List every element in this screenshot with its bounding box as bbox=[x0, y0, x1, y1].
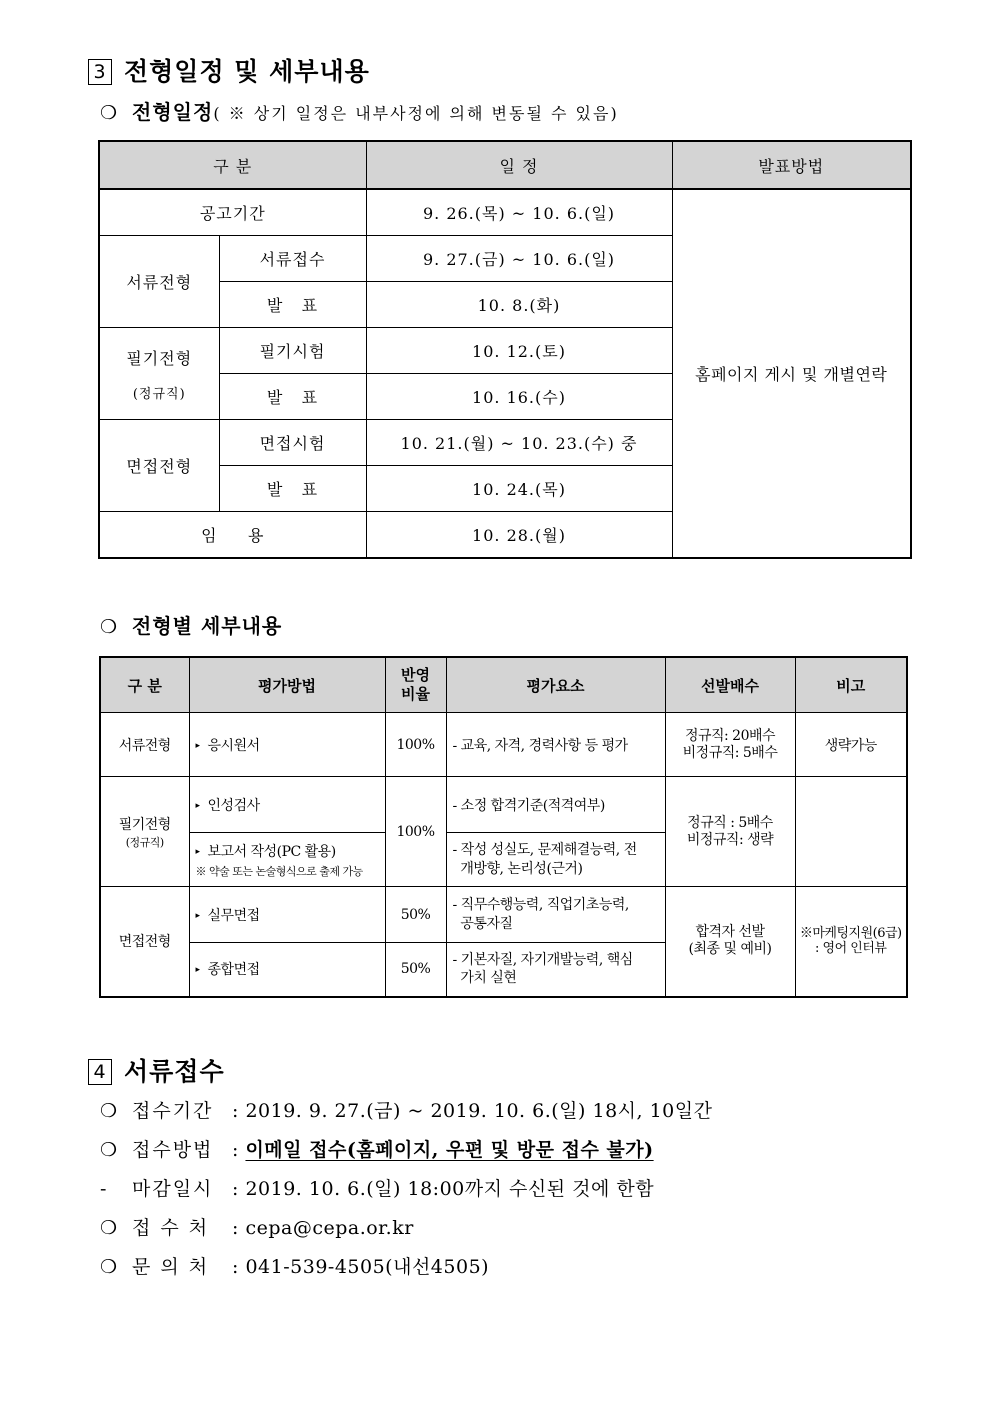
written-date1: 10. 12.(토) bbox=[366, 328, 672, 374]
interview-sub2: 발 표 bbox=[219, 466, 366, 512]
circle-bullet-icon: ❍ bbox=[100, 1100, 118, 1122]
announce-method: 홈페이지 게시 및 개별연락 bbox=[672, 189, 911, 558]
written-date2: 10. 16.(수) bbox=[366, 374, 672, 420]
written-elements2: - 작성 성실도, 문제해결능력, 전 개방향, 논리성(근거) bbox=[446, 833, 665, 887]
header-multiplier: 선발배수 bbox=[665, 657, 795, 713]
hire-date: 10. 28.(월) bbox=[366, 512, 672, 559]
schedule-note: ( ※ 상기 일정은 내부사정에 의해 변동될 수 있음) bbox=[213, 104, 619, 123]
doc-elements: - 교육, 자격, 경력사항 등 평가 bbox=[446, 713, 665, 777]
doc-note: 생략가능 bbox=[795, 713, 907, 777]
header-note: 비고 bbox=[795, 657, 907, 713]
written-group: 필기전형 bbox=[126, 348, 193, 368]
reception-method bbox=[100, 1135, 654, 1162]
doc-ratio: 100% bbox=[385, 713, 446, 777]
circle-bullet-icon: ❍ bbox=[100, 1217, 118, 1239]
notice-label: 공고기간 bbox=[99, 189, 366, 236]
written-group-cell bbox=[99, 328, 219, 420]
interview-date1: 10. 21.(월) ~ 10. 23.(수) 중 bbox=[366, 420, 672, 466]
section-3-title bbox=[88, 52, 370, 88]
reception-label: 접수기간 bbox=[132, 1100, 214, 1122]
schedule-heading-text: 전형일정 bbox=[132, 100, 214, 124]
written-multiplier: 정규직 : 5배수 비정규직: 생략 bbox=[665, 777, 795, 887]
reception-sep: : bbox=[232, 1256, 239, 1278]
interview-date2: 10. 24.(목) bbox=[366, 466, 672, 512]
written-group-note: (정규직) bbox=[132, 386, 186, 402]
circle-bullet-icon: ❍ bbox=[100, 102, 119, 124]
triangle-bullet-icon: ▸ bbox=[195, 965, 200, 976]
section-4-title bbox=[88, 1052, 225, 1088]
reception-value: 041-539-4505(내선4505) bbox=[245, 1256, 490, 1278]
header-ratio: 반영 비율 bbox=[385, 657, 446, 713]
written-method1: 인성검사 bbox=[207, 797, 260, 814]
interview-elements1: - 직무수행능력, 직업기초능력, 공통자질 bbox=[446, 887, 665, 943]
reception-contact bbox=[100, 1252, 489, 1279]
written-elements1: - 소정 합격기준(적격여부) bbox=[446, 777, 665, 833]
section-3-title-text: 전형일정 및 세부내용 bbox=[124, 57, 370, 86]
reception-deadline bbox=[100, 1174, 654, 1201]
header-method: 평가방법 bbox=[189, 657, 385, 713]
doc-multiplier: 정규직: 20배수 비정규직: 5배수 bbox=[665, 713, 795, 777]
circle-bullet-icon: ❍ bbox=[100, 1139, 118, 1161]
written-sub1: 필기시험 bbox=[219, 328, 366, 374]
reception-period bbox=[100, 1096, 712, 1123]
reception-label: 접 수 처 bbox=[132, 1217, 210, 1239]
reception-email bbox=[100, 1213, 414, 1240]
triangle-bullet-icon: ▸ bbox=[195, 910, 200, 921]
doc-sub1: 서류접수 bbox=[219, 236, 366, 282]
header-announce: 발표방법 bbox=[672, 141, 911, 189]
table-header-row bbox=[100, 657, 907, 713]
table-header-row bbox=[99, 141, 911, 189]
triangle-bullet-icon: ▸ bbox=[195, 740, 200, 751]
header-category: 구 분 bbox=[100, 657, 189, 713]
reception-value: 2019. 10. 6.(일) 18:00까지 수신된 것에 한함 bbox=[245, 1178, 655, 1200]
interview-multiplier: 합격자 선발 (최종 및 예비) bbox=[665, 887, 795, 997]
interview-method2-cell bbox=[189, 943, 385, 997]
interview-method1: 실무면접 bbox=[207, 907, 260, 924]
reception-value: 이메일 접수(홈페이지, 우편 및 방문 접수 불가) bbox=[245, 1139, 654, 1161]
triangle-bullet-icon: ▸ bbox=[195, 846, 200, 857]
header-category: 구 분 bbox=[99, 141, 366, 189]
written-note bbox=[795, 777, 907, 887]
details-table bbox=[99, 656, 908, 998]
doc-method-cell bbox=[189, 713, 385, 777]
details-heading bbox=[100, 610, 282, 639]
circle-bullet-icon: ❍ bbox=[100, 1256, 118, 1278]
doc-group: 서류전형 bbox=[100, 713, 189, 777]
table-row bbox=[100, 777, 907, 833]
reception-sep: : bbox=[232, 1100, 239, 1122]
reception-label: 마감일시 bbox=[132, 1178, 214, 1200]
reception-sep: : bbox=[232, 1217, 239, 1239]
table-row bbox=[100, 887, 907, 943]
table-row bbox=[99, 189, 911, 236]
written-group-note: (정규직) bbox=[125, 835, 164, 849]
written-method1-cell bbox=[189, 777, 385, 833]
doc-date1: 9. 27.(금) ~ 10. 6.(일) bbox=[366, 236, 672, 282]
written-ratio: 100% bbox=[385, 777, 446, 887]
interview-group: 면접전형 bbox=[99, 420, 219, 512]
doc-group: 서류전형 bbox=[99, 236, 219, 328]
written-method2: 보고서 작성(PC 활용) bbox=[207, 843, 336, 860]
doc-method: 응시원서 bbox=[207, 737, 260, 754]
reception-label: 접수방법 bbox=[132, 1139, 214, 1161]
schedule-heading bbox=[100, 96, 619, 125]
written-method2-note: ※ 약술 또는 논술형식으로 출제 가능 bbox=[195, 864, 363, 878]
interview-note: ※마케팅지원(6급) : 영어 인터뷰 bbox=[795, 887, 907, 997]
interview-method2: 종합면접 bbox=[207, 962, 260, 979]
written-sub2: 발 표 bbox=[219, 374, 366, 420]
table-row bbox=[100, 713, 907, 777]
dash-bullet: - bbox=[100, 1178, 107, 1200]
reception-email-link[interactable]: cepa@cepa.or.kr bbox=[245, 1217, 414, 1239]
reception-sep: : bbox=[232, 1178, 239, 1200]
section-4-number: 4 bbox=[88, 1059, 112, 1085]
interview-sub1: 면접시험 bbox=[219, 420, 366, 466]
reception-sep: : bbox=[232, 1139, 239, 1161]
written-method2-cell bbox=[189, 833, 385, 887]
interview-group: 면접전형 bbox=[100, 887, 189, 997]
section-3-number: 3 bbox=[88, 59, 112, 85]
circle-bullet-icon: ❍ bbox=[100, 616, 119, 638]
notice-date: 9. 26.(목) ~ 10. 6.(일) bbox=[366, 189, 672, 236]
header-elements: 평가요소 bbox=[446, 657, 665, 713]
reception-label: 문 의 처 bbox=[132, 1256, 210, 1278]
written-group-cell bbox=[100, 777, 189, 887]
doc-sub2: 발 표 bbox=[219, 282, 366, 328]
doc-date2: 10. 8.(화) bbox=[366, 282, 672, 328]
interview-ratio1: 50% bbox=[385, 887, 446, 943]
header-date: 일 정 bbox=[366, 141, 672, 189]
schedule-table bbox=[98, 140, 912, 559]
written-group: 필기전형 bbox=[118, 816, 171, 833]
section-4-title-text: 서류접수 bbox=[124, 1057, 225, 1086]
details-heading-text: 전형별 세부내용 bbox=[132, 614, 283, 638]
interview-ratio2: 50% bbox=[385, 943, 446, 997]
hire-label: 임 용 bbox=[99, 512, 366, 559]
reception-value: 2019. 9. 27.(금) ~ 2019. 10. 6.(일) 18시, 10일간 bbox=[245, 1100, 713, 1122]
triangle-bullet-icon: ▸ bbox=[195, 800, 200, 811]
interview-method1-cell bbox=[189, 887, 385, 943]
interview-elements2: - 기본자질, 자기개발능력, 핵심 가치 실현 bbox=[446, 943, 665, 997]
